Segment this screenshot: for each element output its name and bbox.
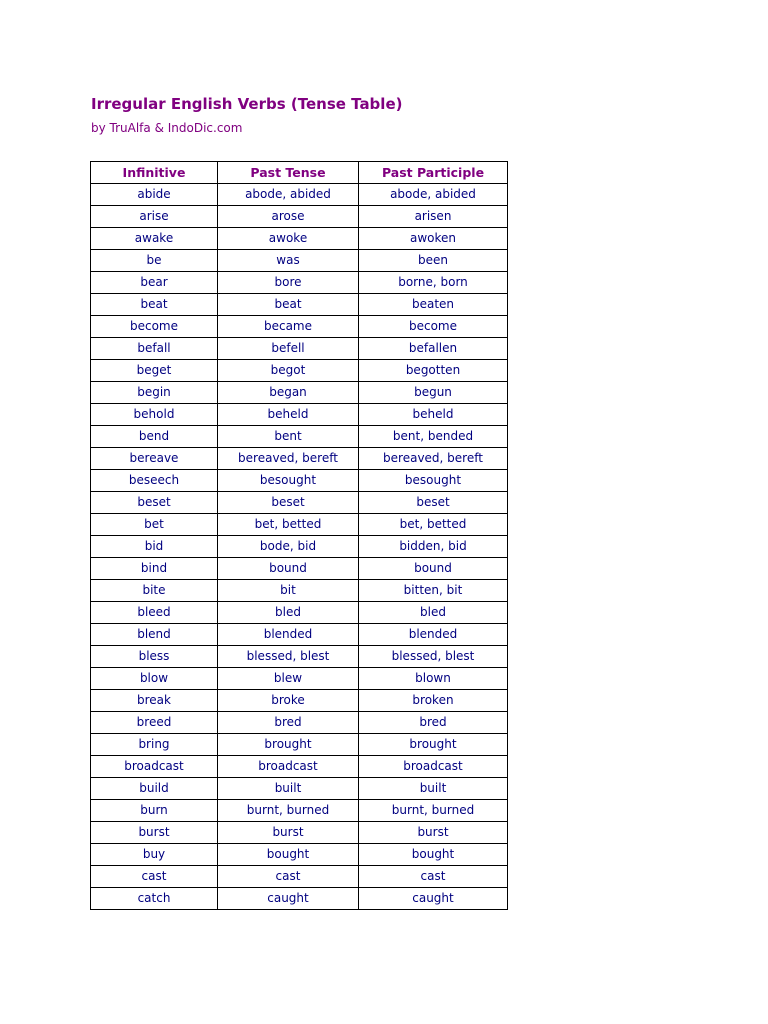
cell-past-participle: blessed, blest [359,646,508,668]
cell-infinitive: beget [91,360,218,382]
cell-past-participle: bent, bended [359,426,508,448]
cell-infinitive: beset [91,492,218,514]
cell-past-participle: awoken [359,228,508,250]
cell-past-tense: blended [218,624,359,646]
cell-past-participle: blended [359,624,508,646]
cell-past-tense: burnt, burned [218,800,359,822]
cell-past-tense: bit [218,580,359,602]
cell-infinitive: abide [91,184,218,206]
table-row [91,580,508,602]
table-row [91,888,508,910]
cell-past-tense: bred [218,712,359,734]
cell-infinitive: bite [91,580,218,602]
cell-past-tense: beset [218,492,359,514]
table-row [91,316,508,338]
cell-past-tense: bereaved, bereft [218,448,359,470]
cell-past-participle: bitten, bit [359,580,508,602]
table-row [91,448,508,470]
table-row [91,536,508,558]
cell-past-tense: began [218,382,359,404]
cell-past-tense: abode, abided [218,184,359,206]
header-infinitive: Infinitive [91,162,218,184]
cell-past-participle: begun [359,382,508,404]
cell-past-tense: bode, bid [218,536,359,558]
table-row [91,712,508,734]
cell-past-participle: abode, abided [359,184,508,206]
cell-past-participle: borne, born [359,272,508,294]
cell-past-participle: built [359,778,508,800]
cell-past-tense: broadcast [218,756,359,778]
table-row [91,206,508,228]
cell-infinitive: bereave [91,448,218,470]
cell-past-participle: bred [359,712,508,734]
table-row [91,294,508,316]
cell-past-tense: beat [218,294,359,316]
cell-past-tense: beheld [218,404,359,426]
cell-infinitive: beat [91,294,218,316]
cell-infinitive: befall [91,338,218,360]
cell-infinitive: burst [91,822,218,844]
cell-past-tense: bet, betted [218,514,359,536]
cell-past-participle: broadcast [359,756,508,778]
cell-past-tense: besought [218,470,359,492]
table-row [91,734,508,756]
cell-past-participle: bereaved, bereft [359,448,508,470]
cell-infinitive: bet [91,514,218,536]
table-row [91,668,508,690]
table-row [91,514,508,536]
cell-past-tense: bore [218,272,359,294]
cell-infinitive: begin [91,382,218,404]
cell-past-tense: arose [218,206,359,228]
cell-past-tense: bled [218,602,359,624]
cell-past-tense: was [218,250,359,272]
verb-tense-table [90,161,508,910]
cell-infinitive: bear [91,272,218,294]
cell-past-tense: blew [218,668,359,690]
cell-infinitive: bend [91,426,218,448]
table-row [91,844,508,866]
cell-past-participle: caught [359,888,508,910]
table-row [91,800,508,822]
cell-infinitive: buy [91,844,218,866]
cell-infinitive: arise [91,206,218,228]
cell-past-tense: begot [218,360,359,382]
cell-infinitive: blend [91,624,218,646]
table-row [91,426,508,448]
cell-infinitive: broadcast [91,756,218,778]
cell-past-participle: bound [359,558,508,580]
table-row [91,338,508,360]
table-row [91,756,508,778]
cell-infinitive: catch [91,888,218,910]
document-title: Irregular English Verbs (Tense Table) [91,95,403,113]
cell-past-participle: beset [359,492,508,514]
table-row [91,250,508,272]
cell-past-participle: bled [359,602,508,624]
cell-past-tense: became [218,316,359,338]
table-row [91,470,508,492]
table-row [91,404,508,426]
cell-infinitive: behold [91,404,218,426]
cell-infinitive: build [91,778,218,800]
table-row [91,778,508,800]
cell-infinitive: break [91,690,218,712]
table-row [91,558,508,580]
cell-past-participle: bidden, bid [359,536,508,558]
cell-past-tense: cast [218,866,359,888]
table-row [91,624,508,646]
cell-infinitive: breed [91,712,218,734]
header-row [91,162,508,184]
table-row [91,382,508,404]
cell-past-participle: bet, betted [359,514,508,536]
table-row [91,690,508,712]
cell-infinitive: become [91,316,218,338]
cell-past-participle: blown [359,668,508,690]
cell-past-tense: bent [218,426,359,448]
table-row [91,272,508,294]
cell-past-tense: bought [218,844,359,866]
cell-infinitive: be [91,250,218,272]
cell-past-tense: built [218,778,359,800]
cell-past-participle: cast [359,866,508,888]
cell-past-participle: arisen [359,206,508,228]
cell-past-participle: befallen [359,338,508,360]
header-past-tense: Past Tense [218,162,359,184]
cell-past-tense: burst [218,822,359,844]
cell-past-tense: caught [218,888,359,910]
cell-infinitive: bless [91,646,218,668]
cell-past-participle: bought [359,844,508,866]
table-row [91,822,508,844]
cell-infinitive: bleed [91,602,218,624]
cell-past-participle: brought [359,734,508,756]
cell-past-tense: befell [218,338,359,360]
table-row [91,866,508,888]
table-row [91,184,508,206]
cell-past-participle: besought [359,470,508,492]
table-row [91,360,508,382]
table-row [91,228,508,250]
table-header [91,162,508,184]
document-byline: by TruAlfa & IndoDic.com [91,121,243,135]
cell-infinitive: blow [91,668,218,690]
header-past-participle: Past Participle [359,162,508,184]
cell-past-participle: broken [359,690,508,712]
cell-past-tense: brought [218,734,359,756]
cell-past-participle: burst [359,822,508,844]
table-row [91,602,508,624]
cell-past-tense: blessed, blest [218,646,359,668]
cell-past-participle: been [359,250,508,272]
cell-infinitive: burn [91,800,218,822]
table-row [91,646,508,668]
cell-past-tense: broke [218,690,359,712]
cell-past-participle: become [359,316,508,338]
cell-infinitive: bind [91,558,218,580]
cell-past-tense: bound [218,558,359,580]
cell-infinitive: bring [91,734,218,756]
cell-past-participle: begotten [359,360,508,382]
cell-infinitive: beseech [91,470,218,492]
cell-infinitive: awake [91,228,218,250]
cell-past-participle: beaten [359,294,508,316]
cell-past-participle: burnt, burned [359,800,508,822]
cell-past-participle: beheld [359,404,508,426]
cell-past-tense: awoke [218,228,359,250]
table-body [91,184,508,910]
table-row [91,492,508,514]
cell-infinitive: cast [91,866,218,888]
cell-infinitive: bid [91,536,218,558]
